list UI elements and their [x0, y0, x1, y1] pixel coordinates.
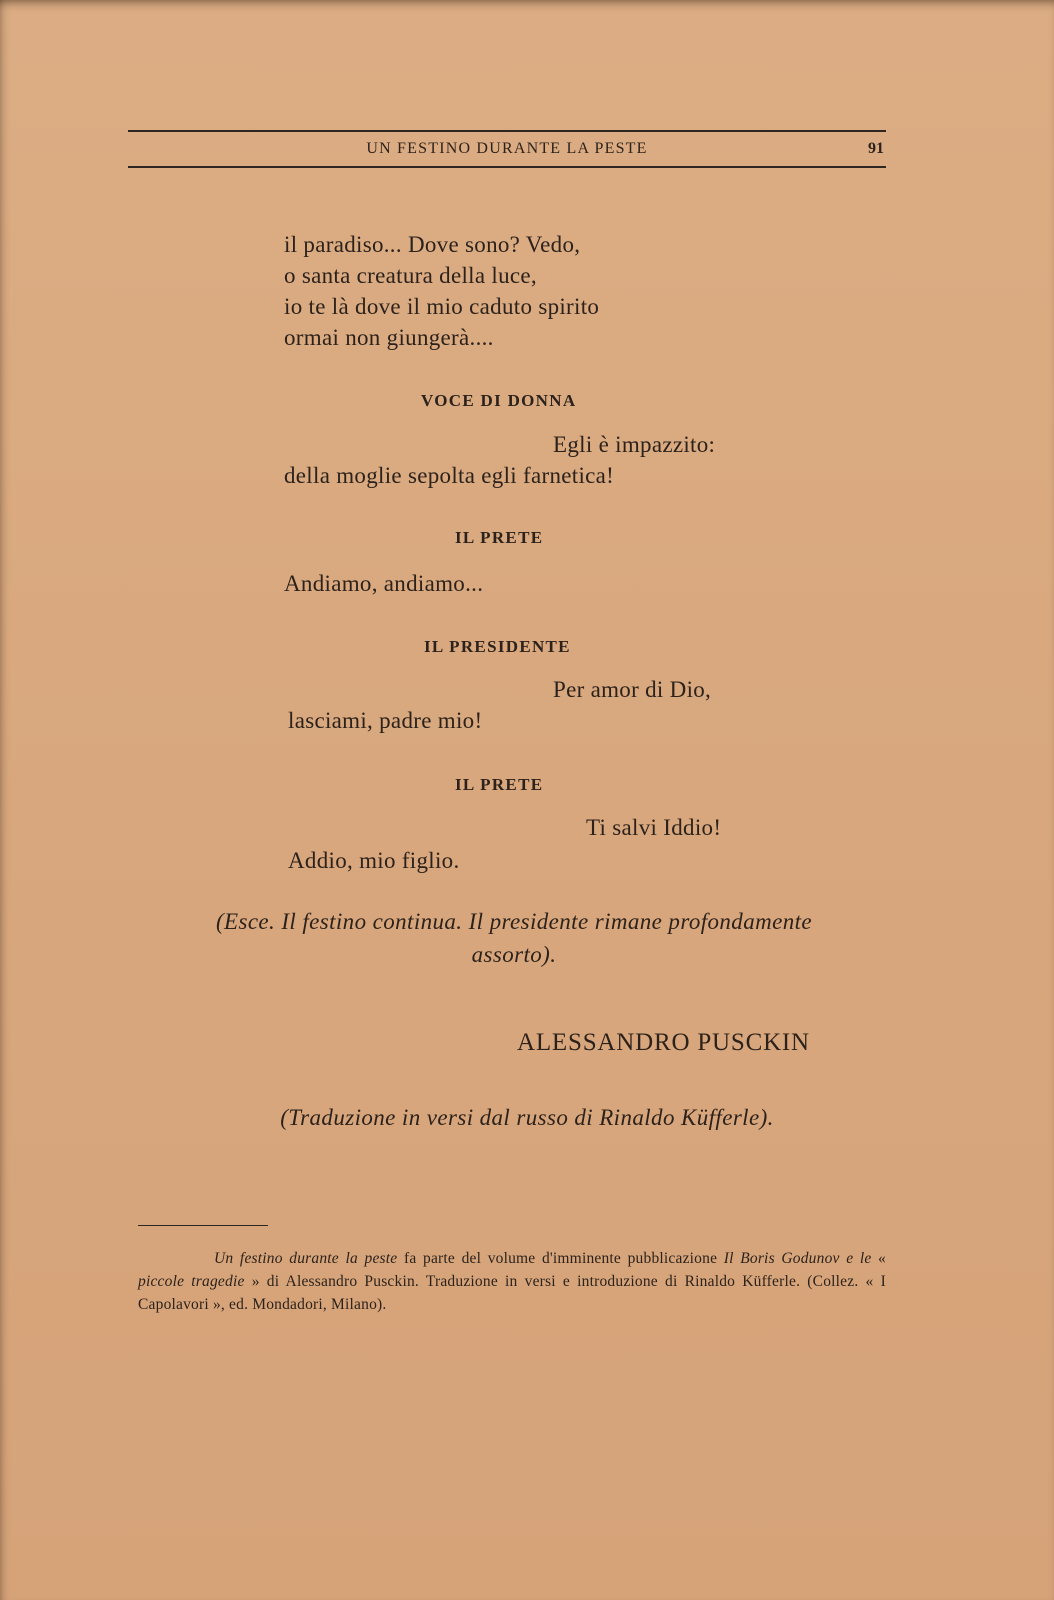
stage-direction: assorto).	[471, 942, 557, 967]
running-title: UN FESTINO DURANTE LA PESTE	[366, 140, 648, 157]
speaker-name: IL PRETE	[455, 528, 544, 547]
footnote-rule	[138, 1225, 268, 1226]
stage-direction: (Esce. Il festino continua. Il presidente rimane profondamente	[215, 909, 813, 934]
footnote	[138, 1247, 886, 1316]
verse-line: Per amor di Dio,	[553, 677, 712, 702]
verse-line: Egli è impazzito:	[553, 432, 716, 457]
verse-line: ormai non giungerà....	[284, 325, 494, 350]
verse-line: il paradiso... Dove sono? Vedo,	[284, 232, 581, 257]
verse-line: lasciami, padre mio!	[288, 708, 483, 733]
header-bottom-rule	[128, 166, 886, 168]
verse-line: Andiamo, andiamo...	[284, 571, 484, 596]
translation-credit: (Traduzione in versi dal russo di Rinaldo Küfferle).	[280, 1105, 774, 1130]
footnote-text: » di Alessandro Pusckin. Traduzione in versi e introduzione di Rinaldo Küfferle. (Collez. « I Capolavori », ed. Mondadori, Milano).	[138, 1273, 886, 1313]
speaker-name: IL PRESIDENTE	[424, 637, 571, 656]
footnote-subtitle: piccole tragedie	[138, 1273, 245, 1290]
author-signature: ALESSANDRO PUSCKIN	[517, 1029, 810, 1056]
verse-line: o santa creatura della luce,	[284, 263, 537, 288]
footnote-text: fa parte del volume d'imminente pubblicazione	[397, 1250, 724, 1267]
header-top-rule	[128, 130, 886, 132]
speaker-name: VOCE DI DONNA	[421, 391, 577, 410]
verse-line: della moglie sepolta egli farnetica!	[284, 463, 615, 488]
speaker-name: IL PRETE	[455, 775, 544, 794]
footnote-work-title: Un festino durante la peste	[214, 1250, 398, 1267]
verse-line: Ti salvi Iddio!	[586, 815, 722, 840]
footnote-text: «	[871, 1250, 887, 1267]
footnote-volume-title: Il Boris Godunov e le	[723, 1250, 872, 1267]
verse-line: io te là dove il mio caduto spirito	[284, 294, 600, 319]
page-number: 91	[868, 140, 884, 157]
page-header	[128, 140, 886, 162]
verse-line: Addio, mio figlio.	[288, 848, 460, 873]
